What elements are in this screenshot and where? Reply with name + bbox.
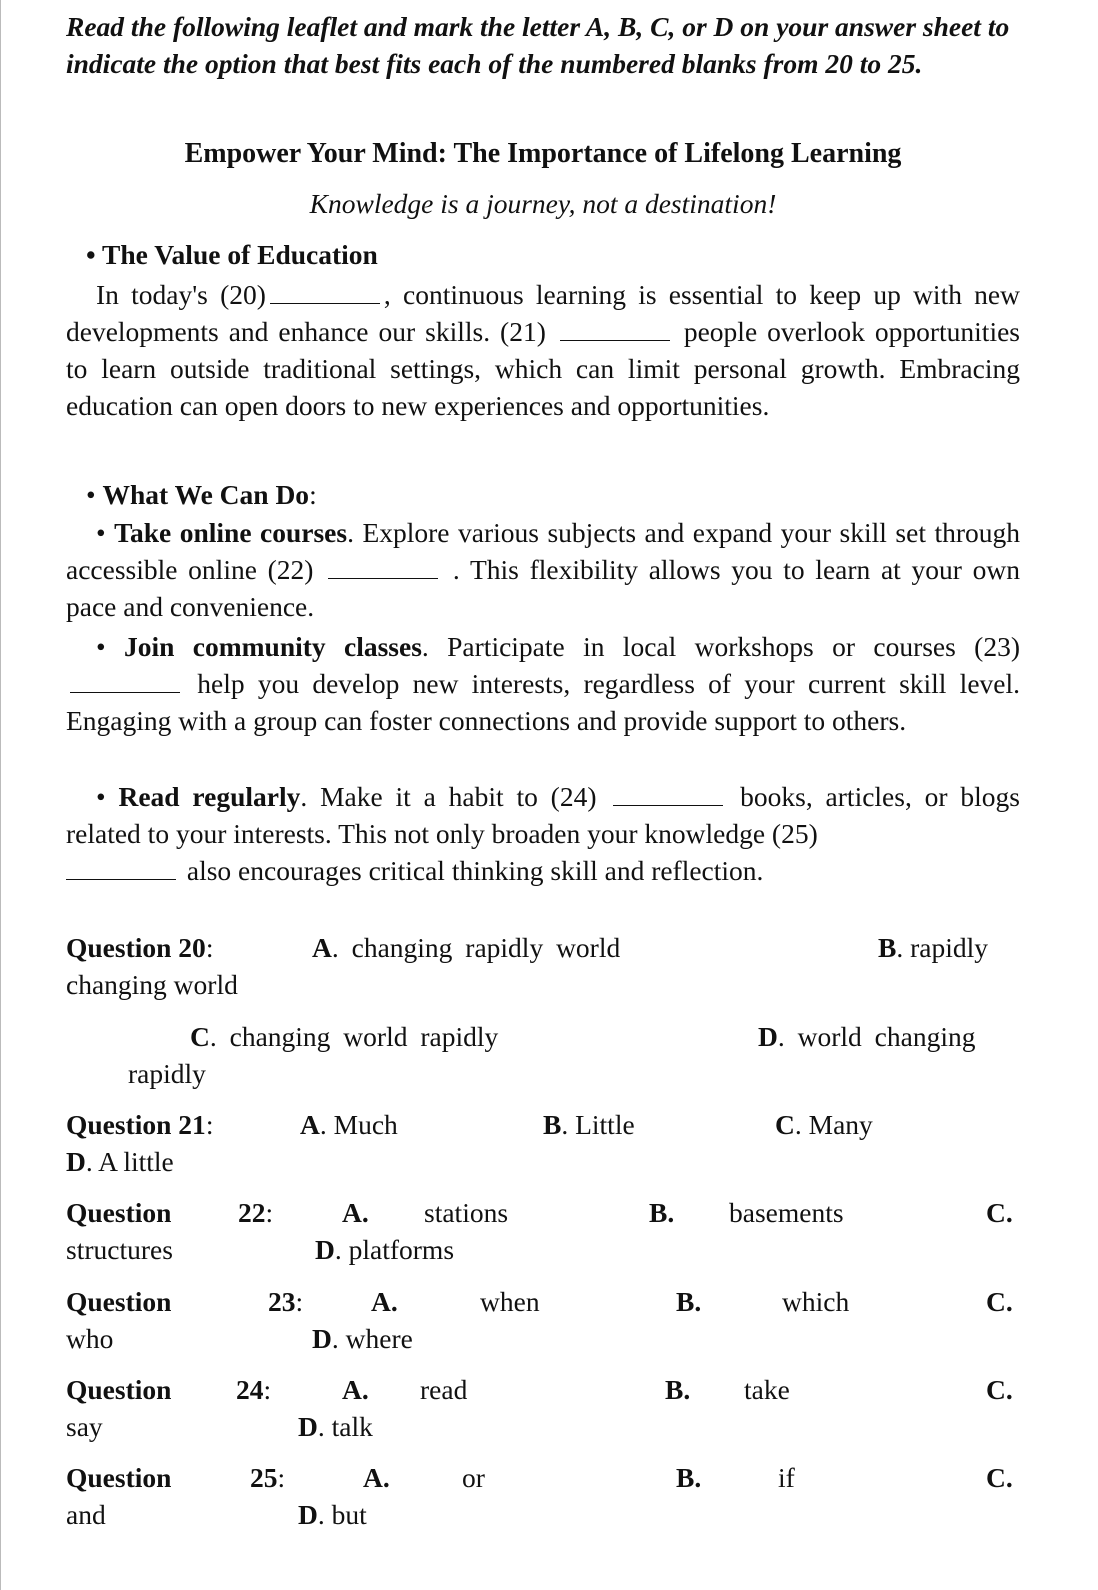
q25-option-c-text[interactable]: and <box>66 1499 106 1530</box>
instructions: Read the following leaflet and mark the letter A, B, C, or D on your answer sheet to indicate the option that best fits each of the numbered blanks from 20 to 25. <box>66 11 1010 79</box>
q25-option-c-letter[interactable]: C. <box>986 1462 1013 1493</box>
q22-option-c-letter[interactable]: C. <box>986 1197 1013 1228</box>
q21-option-a[interactable]: A. Much <box>300 1109 398 1140</box>
q20-option-a[interactable]: A. changing rapidly world <box>312 932 621 963</box>
q24-option-b-letter[interactable]: B. <box>665 1374 691 1405</box>
q20-option-d-cont: rapidly <box>128 1058 206 1089</box>
q25-option-d[interactable]: D. but <box>298 1499 367 1530</box>
q23-option-a-letter[interactable]: A. <box>371 1286 398 1317</box>
q22-option-a-letter[interactable]: A. <box>342 1197 369 1228</box>
value-heading: • The Value of Education <box>86 239 378 270</box>
community-paragraph: • Join community classes. Participate in local workshops or courses (23) help you develop new interests, regardless of your current skill level. Engaging with a group can foster connections and provide support to others. <box>66 631 1020 736</box>
q22-option-d[interactable]: D. platforms <box>315 1234 455 1265</box>
q24-option-a-text[interactable]: read <box>420 1374 468 1405</box>
leaflet-title: Empower Your Mind: The Importance of Lifelong Learning <box>184 138 902 169</box>
q21-option-b[interactable]: B. Little <box>543 1109 635 1140</box>
blank-23 <box>70 670 180 693</box>
q20-option-b-cont: changing world <box>66 969 238 1000</box>
q20-option-b[interactable]: B. rapidly <box>878 932 988 963</box>
value-paragraph: In today's (20) , continuous learning is essential to keep up with new developments and enhance our skills. (21) people overlook opportunities to learn outside traditional settings, which can limit personal growth. Embracing education can open doors to new experiences and opportunities. <box>66 279 1020 421</box>
q21-option-c[interactable]: C. Many <box>775 1109 873 1140</box>
q25-option-a-letter[interactable]: A. <box>363 1462 390 1493</box>
q24-option-c-letter[interactable]: C. <box>986 1374 1013 1405</box>
q24-option-b-text[interactable]: take <box>744 1374 790 1405</box>
q23-option-a-text[interactable]: when <box>480 1286 540 1317</box>
q23-option-b-letter[interactable]: B. <box>676 1286 702 1317</box>
q20-option-c[interactable]: C. changing world rapidly <box>190 1021 499 1052</box>
q23-option-c-text[interactable]: who <box>66 1323 114 1354</box>
q20-option-d[interactable]: D. world changing <box>758 1021 976 1052</box>
q25-option-b-text[interactable]: if <box>778 1462 795 1493</box>
q21-option-d[interactable]: D. A little <box>66 1146 174 1177</box>
blank-24 <box>613 783 723 806</box>
q22-option-c-text[interactable]: structures <box>66 1234 173 1265</box>
leaflet-subtitle: Knowledge is a journey, not a destination! <box>309 188 777 219</box>
q22-option-a-text[interactable]: stations <box>424 1197 509 1228</box>
worksheet-page: Read the following leaflet and mark the letter A, B, C, or D on your answer sheet to indicate the option that best fits each of the numbered blanks from 20 to 25. Empower Your Mind: The Importance of Lifelong Learning Knowledge is a journey, not a destination! • The Value of Education In today's (20) , continuous learning is essential to keep up with new developments and enhance our skills. (21) people overlook opportunities to learn outside traditional settings, which can limit personal growth. Embracing education can open doors to new experiences and opportunities. • What We Can Do: • Take online courses. Explore various subjects and expand your skill set through accessible online (22) . This flexibility allows you to learn at your own pace and convenience. • Join community classes. Participate in local workshops or courses (23) help you develop new interests, regardless of your current skill level. Engaging with a group can foster connections and provide support to others. • Read regularly. Make it a habit to (24) books, articles, or blogs related to your interests. This not only broaden your knowledge (25) also encourages critical thinking skill and reflection. Question 20: A. changing rapidly world B. rapidly changing world C. changing world rapidly D. world changing rapidly Question 21: A. Much B. Little C. Many D. A little Question 22: A. stations B. basements C. structures D. platforms Question 23: A. when B. which C. who D. where Question 24: A. read B. take C. say D. talk Question 25: A. or B. if C. and D. but <box>0 0 1098 1590</box>
blank-21 <box>560 318 670 341</box>
q23-option-c-letter[interactable]: C. <box>986 1286 1013 1317</box>
q25-option-a-text[interactable]: or <box>462 1462 485 1493</box>
blank-20 <box>270 281 380 304</box>
q23-option-d[interactable]: D. where <box>312 1323 413 1354</box>
blank-22 <box>328 556 438 579</box>
q24-option-c-text[interactable]: say <box>66 1411 103 1442</box>
what-heading: • What We Can Do: <box>86 479 317 510</box>
q24-option-d[interactable]: D. talk <box>298 1411 373 1442</box>
q22-option-b-text[interactable]: basements <box>729 1197 844 1228</box>
q24-option-a-letter[interactable]: A. <box>342 1374 369 1405</box>
blank-25 <box>66 857 176 880</box>
online-paragraph: • Take online courses. Explore various subjects and expand your skill set through accessible online (22) . This flexibility allows you to learn at your own pace and convenience. <box>66 517 1021 622</box>
read-paragraph: • Read regularly. Make it a habit to (24) books, articles, or blogs related to your interests. This not only broaden your knowledge (25) also encourages critical thinking skill and reflection. <box>66 781 1020 886</box>
q25-option-b-letter[interactable]: B. <box>676 1462 702 1493</box>
q23-option-b-text[interactable]: which <box>782 1286 850 1317</box>
q22-option-b-letter[interactable]: B. <box>649 1197 675 1228</box>
